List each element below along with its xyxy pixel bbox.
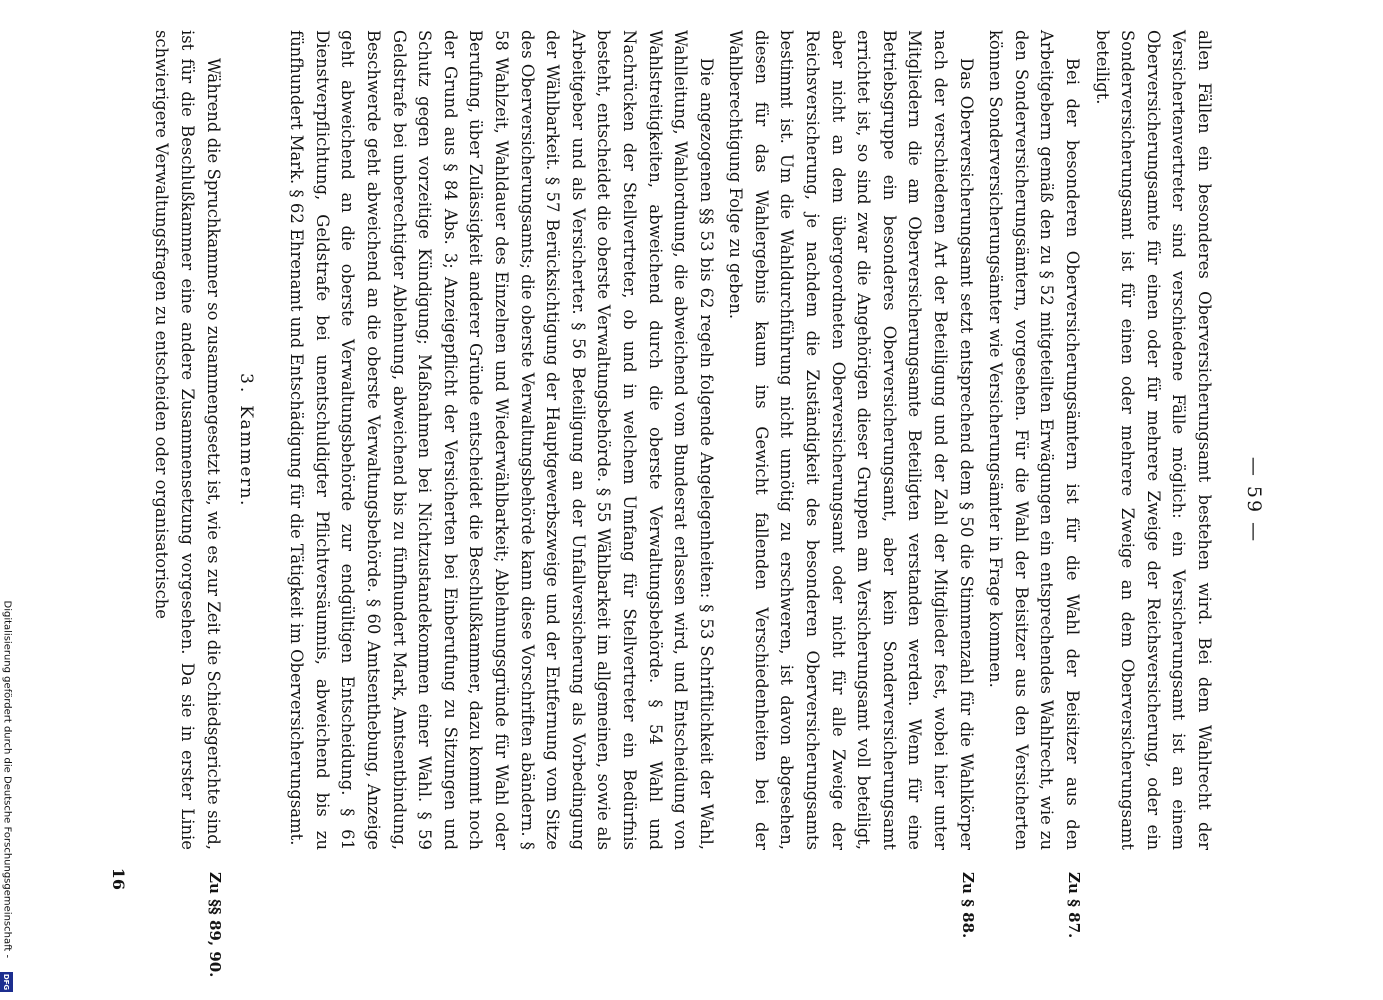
scanned-page: [111, 10, 1271, 990]
paragraph-1: [1089, 30, 1217, 970]
paragraph-text: allen Fällen ein besonderes Oberversicherungsamt bestehen wird. Bei dem Wahlrecht der Versichertenvertreter sind verschiedene Fälle möglich: ein Versicherungsamt ist an einem Oberversicherungsamte für einen oder für mehrere Zweige der Reichsversicherung, oder ein Sonderversicherungsamt ist für einen oder mehrere Zweige an dem Oberversicherungsamt beteiligt.: [1092, 30, 1214, 850]
paragraph-text: Während die Spruchkammer so zusammengesetzt ist, wie es zur Zeit die Schiedsgerichte sind, ist für die Beschlußkammer eine andere Zusammensetzung vorgesehen. Da sie in erster Linie schwierigere Verwaltungsfragen zu entscheiden oder organisatorische: [152, 30, 223, 850]
paragraph-text: Das Oberversicherungsamt setzt entsprechend dem § 50 die Stimmenzahl für die Wahlkörper nach der verschiedenen Art der Beteiligung und der Zahl der Mitglieder fest, wobei hier unter Mitgliedern die am Oberversicherungsamte Beteiligten verstanden werden. Wenn für eine Betriebsgruppe ein besonderes Oberversicherungsamt, aber kein Sonderversicherungsamt errichtet ist, so sind zwar die Angehörigen dieser Gruppen am Versicherungsamt voll beteiligt, aber nicht an dem übergeordneten Oberversicherungsamt oder nicht für alle Zweige der Reichsversicherung, je nachdem die Zuständigkeit des besonderen Oberversicherungsamts bestimmt ist. Um die Wahldurchführung nicht unnötig zu erschweren, ist davon abgesehen, diesen für das Wahlergebnis kaum ins Gewicht fallenden Verschiedenheiten bei der Wahlberechtigung Folge zu geben.: [726, 30, 976, 850]
paragraph-3: [723, 30, 979, 970]
dfg-logo-text: DFG: [2, 973, 11, 991]
digitization-credit-strip: [0, 600, 14, 992]
margin-note-88: Zu § 88.: [958, 872, 977, 939]
paragraph-5: [149, 30, 226, 978]
section-title: Kammern.: [235, 405, 256, 507]
page-number: — 59 —: [1243, 456, 1265, 544]
margin-note-89-90: Zu §§ 89, 90.: [205, 872, 224, 978]
section-heading: [236, 30, 256, 850]
section-number: 3.: [235, 373, 256, 396]
paragraph-text: Die angezogenen §§ 53 bis 62 regeln folgende Angelegenheiten: § 53 Schriftlichkeit der Wahl, Wahlleitung, Wahlordnung, die abweichend vom Bundesrat erlassen wird, und Entscheidung von Wahlstreitigkeiten, abweichend durch die oberste Verwaltungsbehörde. § 54 Wahl und Nachrücken der Stellvertreter, ob und in welchem Umfang für Stellvertreter ein Bedürfnis besteht, entscheidet die oberste Verwaltungsbehörde. § 55 Wählbarkeit im allgemeinen, sowie als Arbeitgeber und als Versicherter. § 56 Beteiligung an der Unfallversicherung als Vorbedingung der Wählbarkeit. § 57 Berücksichtigung der Hauptgewerbszweige und der Entfernung vom Sitze des Oberversicherungsamts; die oberste Verwaltungsbehörde kann diese Vorschriften abändern. § 58 Wahlzeit, Wahldauer des Einzelnen und Wiederwählbarkeit; Ablehnungsgründe für Wahl oder Berufung, über Zulässigkeit anderer Gründe entscheidet die Beschlußkammer, dazu kommt noch der Grund aus § 84 Abs. 3; Anzeigepflicht der Versicherten bei Einberufung zu Sitzungen und Schutz gegen vorzeitige Kündigung; Maßnahmen bei Nichtzustandekommen einer Wahl. § 59 Geldstrafe bei unberechtigter Ablehnung, abweichend bis zu fünfhundert Mark, Amtsentbindung, Beschwerde geht abweichend an die oberste Verwaltungsbehörde. § 60 Amtsenthebung, Anzeige geht abweichend an die oberste Verwaltungsbehörde zur endgültigen Entscheidung. § 61 Dienstverpflichtung, Geldstrafe bei unentschuldigter Pflichtversäumnis, abweichend bis zu fünfhundert Mark. § 62 Ehrenamt und Entschädigung für die Tätigkeit im Oberversicherungsamt.: [287, 30, 716, 850]
digitization-credit: Digitalisierung gefördert durch die Deutsche Forschungsgemeinschaft -: [1, 600, 13, 959]
paragraph-2: [983, 30, 1085, 970]
paragraph-text: Bei der besonderen Oberversicherungsämtern ist für die Wahl der Beisitzer aus den Arbeitgebern gemäß den zu § 52 mitgeteilten Erwägungen ein entsprechendes Wahlrecht, wie zu den Sonderversicherungsämtern, vorgesehen. Für die Wahl der Beisitzer aus den Versicherten können Sonderversicherungsämter wie Versicherungsämter in Frage kommen.: [986, 30, 1083, 850]
dfg-logo-icon: [0, 972, 13, 992]
sheet-signature: 16: [109, 867, 128, 890]
margin-note-87: Zu § 87.: [1065, 872, 1084, 939]
paragraph-4: [284, 30, 719, 970]
